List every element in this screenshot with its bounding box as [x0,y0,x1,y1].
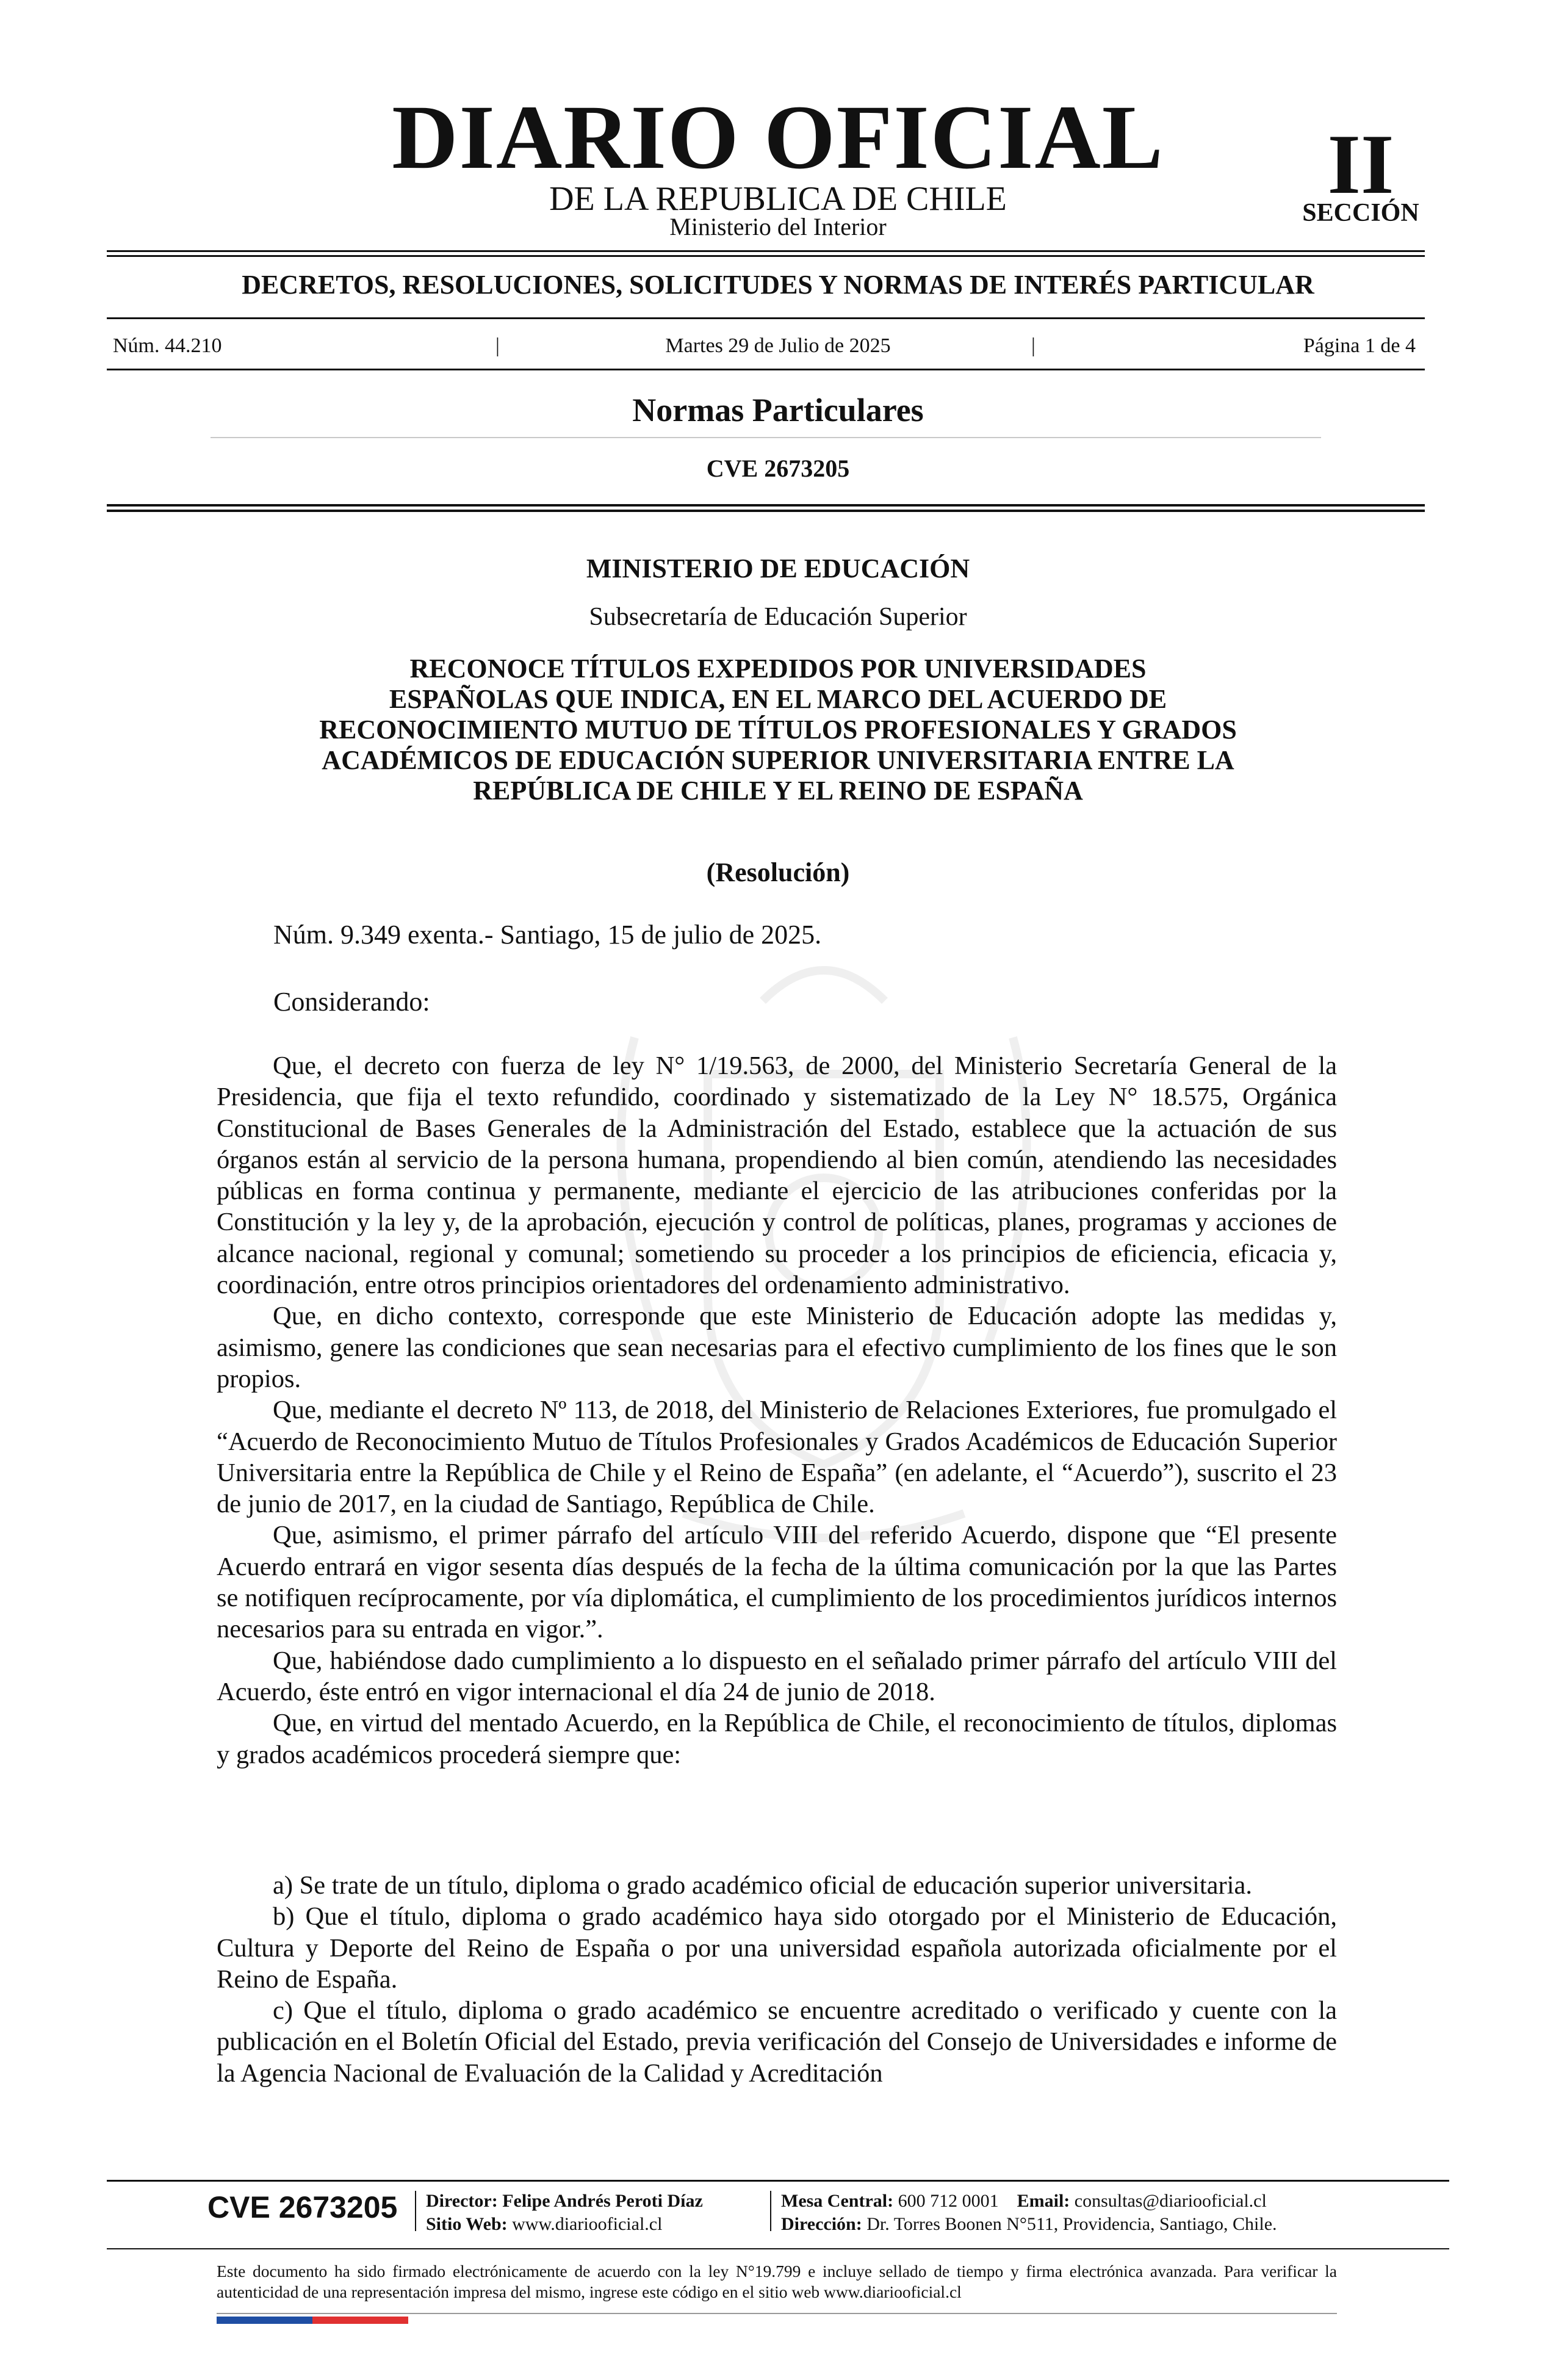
body-paragraph: Que, habiéndose dado cumplimiento a lo dispuesto en el señalado primer párrafo del artículo VIII del Acuerdo, éste entró en vigor internacional el día 24 de junio de 2018. [217,1646,1337,1706]
meta-separator: | [1031,334,1036,357]
considerando-label: Considerando: [273,987,430,1017]
document-subsecretaria: Subsecretaría de Educación Superior [589,603,967,631]
footer-director-block [426,2190,703,2236]
section-number: II [1327,117,1394,212]
newspaper-ministry: Ministerio del Interior [669,213,887,240]
document-ministry: MINISTERIO DE EDUCACIÓN [586,554,970,583]
web-label: Sitio Web: [426,2214,508,2234]
category-heading: DECRETOS, RESOLUCIONES, SOLICITUDES Y NORMAS DE INTERÉS PARTICULAR [242,270,1314,300]
footer-divider [107,2180,1449,2182]
email-label: Email: [1017,2191,1070,2211]
condition-item: c) Que el título, diploma o grado académico se encuentre acreditado o verificado y cuente con la publicación en el Boletín Oficial del Estado, previa verificación del Consejo de Universidades e informe de la Agencia Nacional de Evaluación de la Calidad y Acreditación [217,1996,1337,2088]
body-paragraph: Que, en dicho contexto, corresponde que este Ministerio de Educación adopte las medidas y, asimismo, genere las condiciones que sean necesarias para el efectivo cumplimiento de los fines que le son propios. [217,1302,1337,1393]
masthead-divider [107,250,1425,252]
body-paragraph: Que, en virtud del mentado Acuerdo, en la República de Chile, el reconocimiento de títulos, diplomas y grados académicos procederá siempre que: [217,1709,1337,1769]
document-title-line: REPÚBLICA DE CHILE Y EL REINO DE ESPAÑA [473,776,1083,806]
mesa-label: Mesa Central: [781,2191,894,2211]
section-label: SECCIÓN [1302,199,1419,227]
mesa-phone: 600 712 0001 [898,2191,999,2211]
footer-rule [217,2313,1337,2314]
footer-separator [415,2191,416,2231]
email-link[interactable]: consultas@diariooficial.cl [1074,2191,1267,2211]
footer-contact-block [781,2190,1277,2236]
condition-item: b) Que el título, diploma o grado académico haya sido otorgado por el Ministerio de Educación, Cultura y Deporte del Reino de España o por una universidad española autorizada oficialmente por el Reino de España. [217,1902,1337,1994]
condition-item: a) Se trate de un título, diploma o grado académico oficial de educación superior universitaria. [273,1871,1252,1900]
address-value: Dr. Torres Boonen N°511, Providencia, Santiago, Chile. [866,2214,1277,2234]
header-divider [107,510,1425,512]
newspaper-title: DIARIO OFICIAL [392,87,1164,188]
footer-cve-code: CVE 2673205 [207,2190,398,2224]
document-body [217,1050,1337,1770]
meta-divider [107,369,1425,370]
flag-stripe-red [312,2317,408,2324]
issue-number: Núm. 44.210 [113,334,222,357]
page-indicator: Página 1 de 4 [1303,334,1416,357]
director-label: Director: [426,2191,498,2211]
footer-separator [770,2191,771,2231]
section-heading-rule [211,437,1321,438]
document-title-line: RECONOCIMIENTO MUTUO DE TÍTULOS PROFESIONALES Y GRADOS [319,715,1237,745]
body-paragraph: Que, mediante el decreto Nº 113, de 2018, del Ministerio de Relaciones Exteriores, fue promulgado el “Acuerdo de Reconocimiento Mutuo de Títulos Profesionales y Grados Académicos de Educación Superior Universitaria entre la República de Chile y el Reino de España” (en adelante, el “Acuerdo”), suscrito el 23 de junio de 2017, en la ciudad de Santiago, República de Chile. [217,1396,1337,1519]
meta-separator: | [495,334,500,357]
document-title-line: RECONOCE TÍTULOS EXPEDIDOS POR UNIVERSIDADES [409,654,1147,683]
document-type: (Resolución) [706,857,850,887]
body-paragraph: Que, asimismo, el primer párrafo del artículo VIII del referido Acuerdo, dispone que “El presente Acuerdo entrará en vigor sesenta días después de la fecha de la última comunicación por la que las Partes se notifiquen recíprocamente, por vía diplomática, el cumplimiento de los procedimientos jurídicos internos necesarios para su entrada en vigor.”. [217,1521,1337,1644]
newspaper-subtitle: DE LA REPUBLICA DE CHILE [549,180,1007,218]
signature-disclaimer: Este documento ha sido firmado electrónicamente de acuerdo con la ley N°19.799 e incluye sellado de tiempo y firma electrónica avanzada. Para verificar la autenticidad de una representación impresa del mismo, ingrese este código en el sitio web www.diariooficial.cl [217,2262,1337,2301]
category-divider [107,317,1425,319]
header-divider [107,504,1425,507]
document-title-line: ESPAÑOLAS QUE INDICA, EN EL MARCO DEL ACUERDO DE [389,684,1167,714]
section-heading: Normas Particulares [632,392,924,428]
resolution-number: Núm. 9.349 exenta.- Santiago, 15 de julio de 2025. [273,920,822,950]
address-label: Dirección: [781,2214,862,2234]
flag-stripe-blue [217,2317,312,2324]
issue-date: Martes 29 de Julio de 2025 [665,334,891,357]
document-title-line: ACADÉMICOS DE EDUCACIÓN SUPERIOR UNIVERSITARIA ENTRE LA [322,745,1234,775]
footer-divider [107,2248,1449,2249]
cve-code: CVE 2673205 [706,455,850,482]
body-paragraph: Que, el decreto con fuerza de ley N° 1/19.563, de 2000, del Ministerio Secretaría General de la Presidencia, que fija el texto refundido, coordinado y sistematizado de la Ley N° 18.575, Orgánica Constitucional de Bases Generales de la Administración del Estado, establece que la actuación de sus órganos están al servicio de la persona humana, propendiendo al bien común, atendiendo las necesidades públicas en forma continua y permanente, mediante el ejercicio de las atribuciones conferidas por la Constitución y la ley y, de la aprobación, ejecución y control de políticas, planes, programas y acciones de alcance nacional, regional y comunal; sometiendo su proceder a los principios de eficiencia, eficacia y, coordinación, entre otros principios orientadores del ordenamiento administrativo. [217,1051,1337,1300]
masthead-divider [107,255,1425,257]
conditions-list [217,1870,1337,2089]
website-link[interactable]: www.diariooficial.cl [512,2214,663,2234]
director-name: Felipe Andrés Peroti Díaz [502,2191,703,2211]
